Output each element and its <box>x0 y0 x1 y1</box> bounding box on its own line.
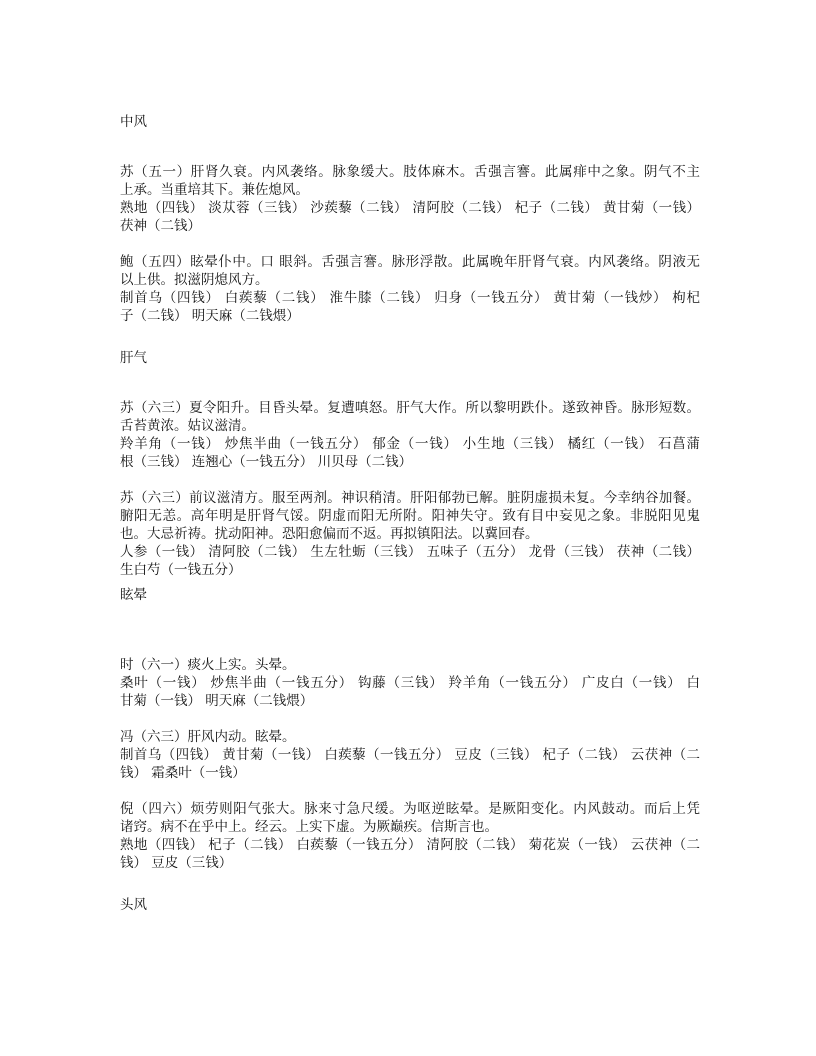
prescription-line: 熟地（四钱） 杞子（二钱） 白蒺藜（一钱五分） 清阿胶（二钱） 菊花炭（一钱） 云茯神（二 <box>120 837 700 853</box>
case-description-line: 上承。当重培其下。兼佐熄风。 <box>120 182 309 198</box>
case-description-line: 鲍（五四）眩晕仆中。口 眼斜。舌强言謇。脉形浮散。此属晚年肝肾气衰。内风袭络。阴液无 <box>120 254 700 270</box>
prescription-line: 桑叶（一钱） 炒焦半曲（一钱五分） 钩藤（三钱） 羚羊角（一钱五分） 广皮白（一钱） 白 <box>120 675 700 691</box>
prescription-line: 子（二钱） 明天麻（二钱煨） <box>120 308 300 324</box>
case-description-line: 也。大忌祈祷。扰动阳神。恐阳愈偏而不返。再拟镇阳法。以冀回春。 <box>120 526 539 542</box>
case-entry <box>120 656 700 710</box>
prescription-line: 人参（一钱） 清阿胶（二钱） 生左牡蛎（三钱） 五味子（五分） 龙骨（三钱） 茯神（二钱） <box>120 544 700 560</box>
case-description-line: 倪（四六）烦劳则阳气张大。脉来寸急尺缓。为呕逆眩晕。是厥阳变化。内风鼓动。而后上凭 <box>120 801 700 817</box>
prescription-line: 甘菊（一钱） 明天麻（二钱煨） <box>120 693 314 709</box>
case-entry <box>120 253 700 325</box>
case-entry <box>120 399 700 471</box>
case-description-line: 舌苔黄浓。姑议滋清。 <box>120 418 255 434</box>
case-description-line: 苏（六三）夏令阳升。目昏头晕。复遭嗔怒。肝气大作。所以黎明跌仆。遂致神昏。脉形短数。 <box>120 400 700 416</box>
prescription-line: 制首乌（四钱） 白蒺藜（二钱） 淮牛膝（二钱） 归身（一钱五分） 黄甘菊（一钱炒） 枸杞 <box>120 290 700 306</box>
case-description-line: 苏（六三）前议滋清方。服至两剂。神识稍清。肝阳郁勃已解。脏阴虚损未复。今幸纳谷加餐。 <box>120 490 700 506</box>
prescription-line: 熟地（四钱） 淡苁蓉（三钱） 沙蒺藜（二钱） 清阿胶（二钱） 杞子（二钱） 黄甘菊（一钱） <box>120 200 700 216</box>
case-description-line: 腑阳无恙。高年明是肝肾气馁。阴虚而阳无所附。阳神失守。致有目中妄见之象。非脱阳见鬼 <box>120 508 700 524</box>
prescription-line: 羚羊角（一钱） 炒焦半曲（一钱五分） 郁金（一钱） 小生地（三钱） 橘红（一钱） 石菖蒲 <box>120 436 700 452</box>
case-description-line: 诸窍。病不在乎中上。经云。上实下虚。为厥巅疾。信斯言也。 <box>120 819 498 835</box>
case-entry <box>120 489 700 579</box>
case-entry <box>120 728 700 782</box>
case-description-line: 苏（五一）肝肾久衰。内风袭络。脉象缓大。肢体麻木。舌强言謇。此属痱中之象。阴气不主 <box>120 164 700 180</box>
prescription-line: 茯神（二钱） <box>120 218 201 234</box>
prescription-line: 生白芍（一钱五分） <box>120 562 242 578</box>
section-heading: 中风 <box>120 114 147 130</box>
section-heading: 肝气 <box>120 350 147 366</box>
section-heading: 头风 <box>120 897 147 913</box>
case-entry <box>120 163 700 235</box>
case-description-line: 以上供。拟滋阴熄风方。 <box>120 272 269 288</box>
prescription-line: 钱） 豆皮（三钱） <box>120 855 233 871</box>
section-heading: 眩晕 <box>120 587 147 603</box>
case-entry <box>120 800 700 872</box>
case-description-line: 时（六一）痰火上实。头晕。 <box>120 657 296 673</box>
prescription-line: 钱） 霜桑叶（一钱） <box>120 765 246 781</box>
prescription-line: 制首乌（四钱） 黄甘菊（一钱） 白蒺藜（一钱五分） 豆皮（三钱） 杞子（二钱） 云茯神（二 <box>120 747 700 763</box>
case-description-line: 冯（六三）肝风内动。眩晕。 <box>120 729 296 745</box>
prescription-line: 根（三钱） 连翘心（一钱五分） 川贝母（二钱） <box>120 454 413 470</box>
